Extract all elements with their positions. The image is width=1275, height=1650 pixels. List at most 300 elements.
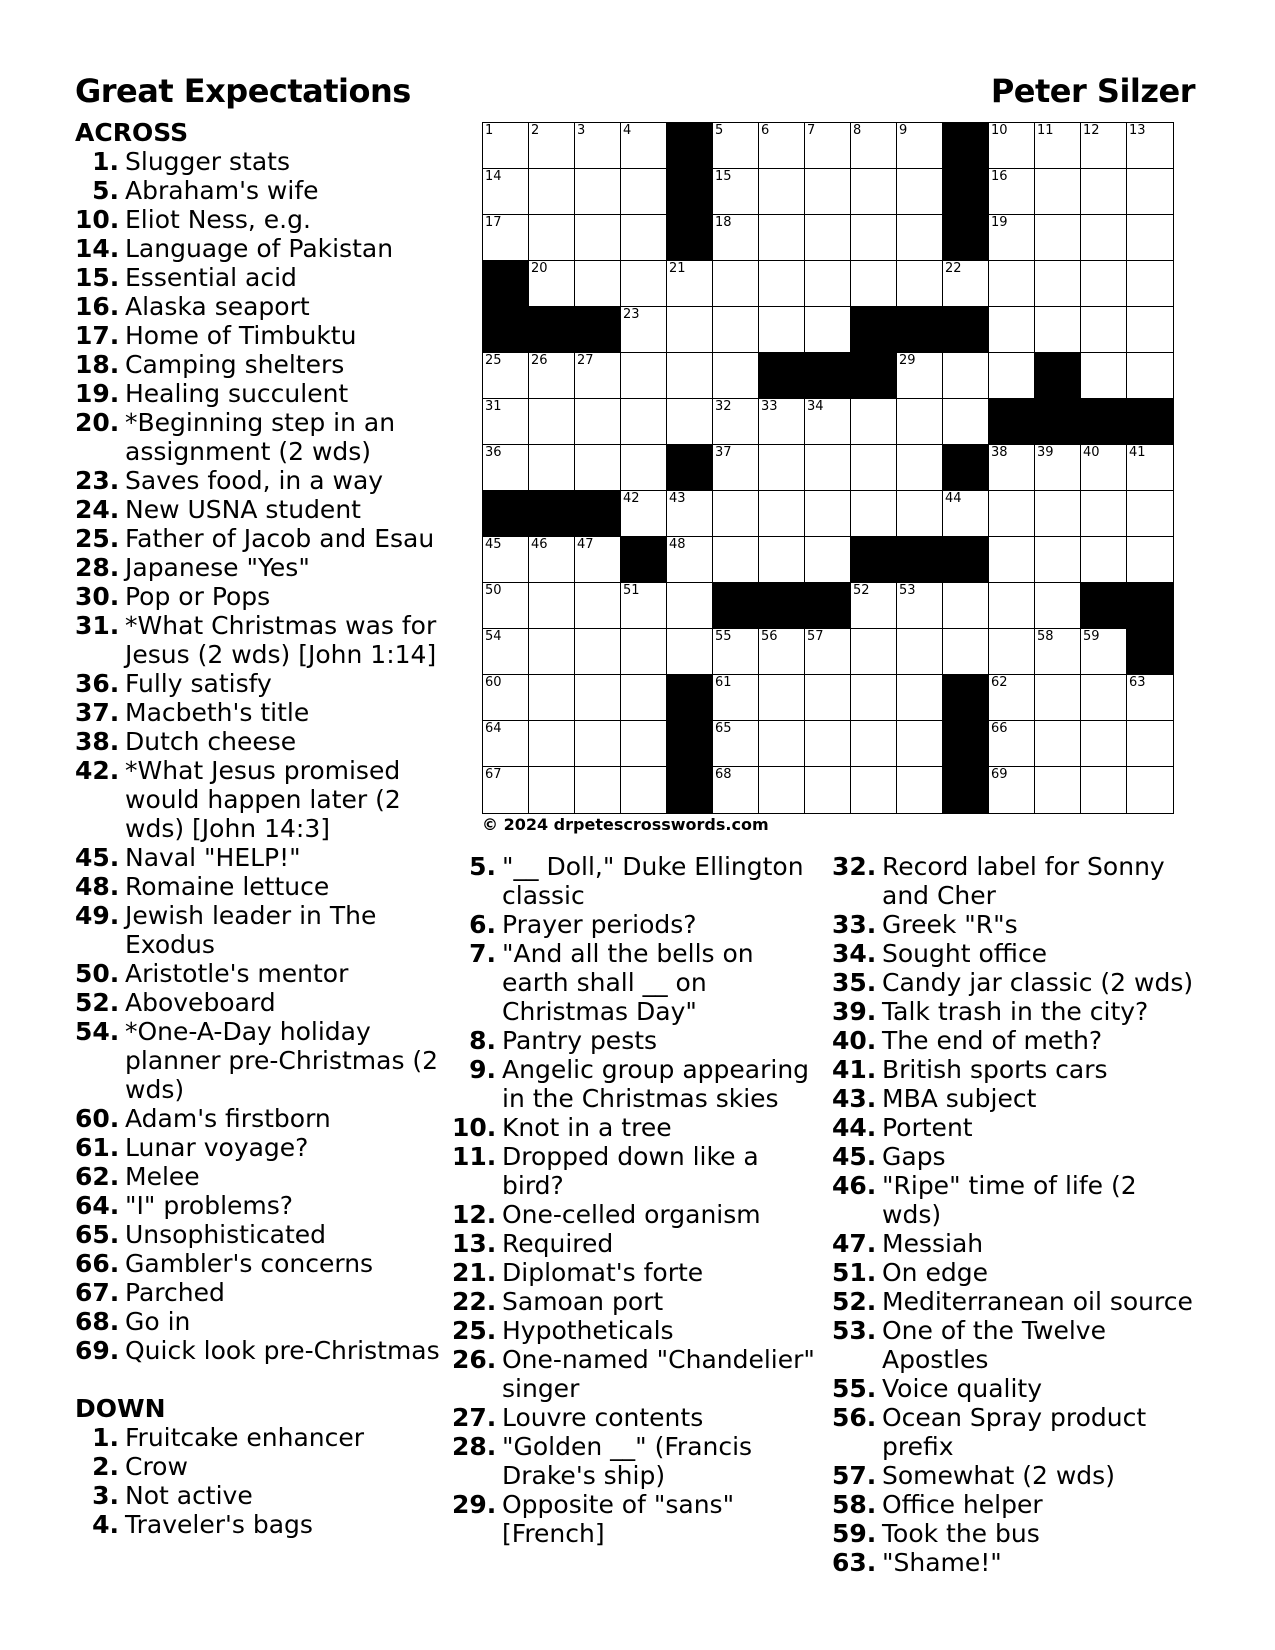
- clue-number: 1.: [92, 147, 119, 176]
- cell-number: 60: [485, 675, 502, 690]
- down-clue-list-part-3: [832, 852, 1202, 1577]
- grid-cell[interactable]: [667, 399, 713, 445]
- clue-number: 33.: [832, 910, 877, 939]
- grid-cell[interactable]: [1035, 675, 1081, 721]
- grid-cell[interactable]: [1127, 215, 1173, 261]
- grid-cell[interactable]: [1035, 215, 1081, 261]
- grid-cell[interactable]: [529, 353, 575, 399]
- clue-number: 8.: [469, 1026, 496, 1055]
- grid-cell[interactable]: [989, 353, 1035, 399]
- grid-cell[interactable]: [989, 215, 1035, 261]
- grid-cell[interactable]: [1081, 629, 1127, 675]
- cell-number: 31: [485, 399, 502, 414]
- grid-cell[interactable]: [1035, 261, 1081, 307]
- across-clue: [75, 292, 445, 321]
- grid-cell[interactable]: [621, 215, 667, 261]
- down-clue: [452, 1200, 817, 1229]
- grid-cell[interactable]: [1035, 583, 1081, 629]
- black-square: [943, 721, 989, 767]
- grid-cell[interactable]: [483, 767, 529, 813]
- grid-cell[interactable]: [1081, 537, 1127, 583]
- grid-cell[interactable]: [713, 767, 759, 813]
- cell-number: 55: [715, 629, 732, 644]
- clue-text: Portent: [882, 1113, 973, 1142]
- grid-cell[interactable]: [851, 629, 897, 675]
- grid-cell[interactable]: [575, 721, 621, 767]
- cell-number: 14: [485, 169, 502, 184]
- grid-cell[interactable]: [989, 537, 1035, 583]
- grid-cell[interactable]: [851, 721, 897, 767]
- cell-number: 1: [485, 123, 494, 138]
- grid-cell[interactable]: [1081, 721, 1127, 767]
- cell-number: 19: [991, 215, 1008, 230]
- grid-cell[interactable]: [483, 675, 529, 721]
- grid-cell[interactable]: [1127, 491, 1173, 537]
- grid-cell[interactable]: [989, 721, 1035, 767]
- grid-cell[interactable]: [759, 445, 805, 491]
- grid-cell[interactable]: [805, 491, 851, 537]
- grid-cell[interactable]: [897, 215, 943, 261]
- grid-cell[interactable]: [851, 399, 897, 445]
- grid-cell[interactable]: [805, 123, 851, 169]
- clue-number: 66.: [75, 1249, 120, 1278]
- grid-cell[interactable]: [1127, 445, 1173, 491]
- grid-cell[interactable]: [1127, 353, 1173, 399]
- grid-cell[interactable]: [943, 629, 989, 675]
- grid-cell[interactable]: [851, 215, 897, 261]
- grid-cell[interactable]: [989, 169, 1035, 215]
- down-clue: [832, 1461, 1202, 1490]
- clue-number: 44.: [832, 1113, 877, 1142]
- cell-number: 35: [991, 399, 1008, 414]
- clue-text: On edge: [882, 1258, 988, 1287]
- cell-number: 66: [991, 721, 1008, 736]
- grid-cell[interactable]: [1081, 767, 1127, 813]
- grid-cell[interactable]: [989, 767, 1035, 813]
- grid-cell[interactable]: [805, 675, 851, 721]
- across-clue: [75, 1104, 445, 1133]
- grid-cell[interactable]: [805, 537, 851, 583]
- grid-cell[interactable]: [713, 491, 759, 537]
- grid-cell[interactable]: [897, 353, 943, 399]
- grid-cell[interactable]: [529, 261, 575, 307]
- grid-cell[interactable]: [483, 123, 529, 169]
- down-clue: [452, 939, 817, 1026]
- grid-cell[interactable]: [851, 169, 897, 215]
- grid-cell[interactable]: [897, 721, 943, 767]
- grid-cell[interactable]: [805, 399, 851, 445]
- grid-cell[interactable]: [621, 721, 667, 767]
- clue-text: Eliot Ness, e.g.: [125, 205, 311, 234]
- across-clue: [75, 176, 445, 205]
- grid-cell[interactable]: [759, 537, 805, 583]
- grid-cell[interactable]: [575, 537, 621, 583]
- clue-text: Language of Pakistan: [125, 234, 394, 263]
- grid-cell[interactable]: [621, 353, 667, 399]
- grid-cell[interactable]: [713, 261, 759, 307]
- grid-cell[interactable]: [713, 123, 759, 169]
- grid-cell[interactable]: [851, 445, 897, 491]
- clue-number: 69.: [75, 1336, 120, 1365]
- grid-cell[interactable]: [1035, 123, 1081, 169]
- across-clue: [75, 1307, 445, 1336]
- grid-cell[interactable]: [851, 583, 897, 629]
- grid-cell[interactable]: [483, 583, 529, 629]
- grid-cell[interactable]: [713, 445, 759, 491]
- black-square: [1127, 583, 1173, 629]
- cell-number: 61: [715, 675, 732, 690]
- grid-cell[interactable]: [621, 445, 667, 491]
- down-clue: [75, 1481, 445, 1510]
- grid-cell[interactable]: [575, 215, 621, 261]
- black-square: [943, 215, 989, 261]
- down-clue: [832, 1316, 1202, 1374]
- grid-cell[interactable]: [483, 353, 529, 399]
- grid-cell[interactable]: [1081, 353, 1127, 399]
- grid-cell[interactable]: [805, 629, 851, 675]
- cell-number: 43: [669, 491, 686, 506]
- grid-cell[interactable]: [529, 123, 575, 169]
- clue-text: Hypotheticals: [502, 1316, 674, 1345]
- clue-number: 10.: [452, 1113, 497, 1142]
- across-clue: [75, 1249, 445, 1278]
- clue-number: 20.: [75, 408, 120, 437]
- grid-cell[interactable]: [1127, 261, 1173, 307]
- across-clue: [75, 350, 445, 379]
- down-clue: [452, 852, 817, 910]
- cell-number: 56: [761, 629, 778, 644]
- clue-number: 23.: [75, 466, 120, 495]
- clue-text: One-named "Chandelier" singer: [502, 1345, 815, 1403]
- clue-text: Japanese "Yes": [125, 553, 310, 582]
- cell-number: 25: [485, 353, 502, 368]
- grid-cell[interactable]: [667, 261, 713, 307]
- cell-number: 38: [991, 445, 1008, 460]
- grid-cell[interactable]: [1035, 445, 1081, 491]
- grid-cell[interactable]: [713, 721, 759, 767]
- cell-number: 16: [991, 169, 1008, 184]
- grid-cell[interactable]: [529, 675, 575, 721]
- grid-cell[interactable]: [989, 491, 1035, 537]
- clue-text: Opposite of "sans" [French]: [502, 1490, 735, 1548]
- grid-cell[interactable]: [897, 583, 943, 629]
- grid-cell[interactable]: [943, 491, 989, 537]
- down-clue: [832, 1026, 1202, 1055]
- down-clue: [832, 1084, 1202, 1113]
- grid-cell[interactable]: [483, 629, 529, 675]
- grid-cell[interactable]: [851, 491, 897, 537]
- clue-number: 29.: [452, 1490, 497, 1519]
- grid-cell[interactable]: [1035, 307, 1081, 353]
- grid-cell[interactable]: [1081, 675, 1127, 721]
- grid-cell[interactable]: [759, 399, 805, 445]
- grid-cell[interactable]: [897, 261, 943, 307]
- grid-cell[interactable]: [989, 123, 1035, 169]
- grid-cell[interactable]: [575, 123, 621, 169]
- grid-cell[interactable]: [759, 721, 805, 767]
- grid-cell[interactable]: [529, 445, 575, 491]
- clue-text: "Ripe" time of life (2 wds): [882, 1171, 1137, 1229]
- grid-cell[interactable]: [851, 261, 897, 307]
- grid-cell[interactable]: [897, 767, 943, 813]
- cell-number: 7: [807, 123, 816, 138]
- grid-cell[interactable]: [759, 169, 805, 215]
- clue-number: 10.: [75, 205, 120, 234]
- across-clue: [75, 1133, 445, 1162]
- across-clue: [75, 321, 445, 350]
- grid-cell[interactable]: [943, 399, 989, 445]
- grid-cell[interactable]: [943, 583, 989, 629]
- grid-cell[interactable]: [621, 307, 667, 353]
- down-clue: [452, 1258, 817, 1287]
- down-clue: [832, 1374, 1202, 1403]
- grid-cell[interactable]: [575, 353, 621, 399]
- grid-cell[interactable]: [759, 491, 805, 537]
- cell-number: 26: [531, 353, 548, 368]
- grid-cell[interactable]: [1081, 215, 1127, 261]
- grid-cell[interactable]: [575, 629, 621, 675]
- grid-cell[interactable]: [851, 123, 897, 169]
- clue-text: "Shame!": [882, 1548, 1002, 1577]
- clue-text: *Beginning step in an assignment (2 wds): [125, 408, 396, 466]
- grid-cell[interactable]: [575, 583, 621, 629]
- grid-cell[interactable]: [1127, 537, 1173, 583]
- grid-cell[interactable]: [805, 169, 851, 215]
- grid-cell[interactable]: [713, 307, 759, 353]
- grid-cell[interactable]: [1035, 767, 1081, 813]
- black-square: [529, 307, 575, 353]
- cell-number: 69: [991, 767, 1008, 782]
- clue-text: Louvre contents: [502, 1403, 704, 1432]
- grid-cell[interactable]: [805, 767, 851, 813]
- grid-cell[interactable]: [759, 629, 805, 675]
- cell-number: 8: [853, 123, 862, 138]
- grid-cell[interactable]: [989, 675, 1035, 721]
- grid-cell[interactable]: [621, 261, 667, 307]
- grid-cell[interactable]: [1035, 169, 1081, 215]
- grid-cell[interactable]: [621, 169, 667, 215]
- grid-cell[interactable]: [483, 537, 529, 583]
- grid-cell[interactable]: [483, 215, 529, 261]
- grid-cell[interactable]: [943, 261, 989, 307]
- clue-number: 13.: [452, 1229, 497, 1258]
- black-square: [667, 721, 713, 767]
- grid-cell[interactable]: [989, 261, 1035, 307]
- clue-number: 36.: [75, 669, 120, 698]
- grid-cell[interactable]: [483, 169, 529, 215]
- grid-cell[interactable]: [1035, 491, 1081, 537]
- grid-cell[interactable]: [759, 123, 805, 169]
- grid-cell[interactable]: [1035, 629, 1081, 675]
- cell-number: 33: [761, 399, 778, 414]
- clue-text: Home of Timbuktu: [125, 321, 357, 350]
- grid-cell[interactable]: [713, 169, 759, 215]
- clue-text: Required: [502, 1229, 614, 1258]
- grid-cell[interactable]: [989, 445, 1035, 491]
- clue-number: 52.: [832, 1287, 877, 1316]
- grid-cell[interactable]: [897, 169, 943, 215]
- clue-text: Diplomat's forte: [502, 1258, 704, 1287]
- grid-cell[interactable]: [989, 307, 1035, 353]
- clue-number: 60.: [75, 1104, 120, 1133]
- black-square: [759, 583, 805, 629]
- clue-number: 14.: [75, 234, 120, 263]
- grid-cell[interactable]: [575, 399, 621, 445]
- clue-number: 46.: [832, 1171, 877, 1200]
- grid-cell[interactable]: [575, 767, 621, 813]
- grid-cell[interactable]: [667, 583, 713, 629]
- grid-cell[interactable]: [529, 767, 575, 813]
- clue-number: 9.: [469, 1055, 496, 1084]
- grid-cell[interactable]: [897, 123, 943, 169]
- grid-cell[interactable]: [713, 215, 759, 261]
- grid-cell[interactable]: [897, 491, 943, 537]
- grid-cell[interactable]: [805, 721, 851, 767]
- across-clue: [75, 1017, 445, 1104]
- grid-cell[interactable]: [759, 307, 805, 353]
- grid-cell[interactable]: [1081, 491, 1127, 537]
- grid-cell[interactable]: [897, 629, 943, 675]
- black-square: [483, 261, 529, 307]
- black-square: [943, 445, 989, 491]
- grid-cell[interactable]: [1127, 767, 1173, 813]
- grid-cell[interactable]: [897, 399, 943, 445]
- grid-cell[interactable]: [529, 537, 575, 583]
- grid-cell[interactable]: [529, 629, 575, 675]
- grid-cell[interactable]: [713, 675, 759, 721]
- black-square: [667, 445, 713, 491]
- grid-cell[interactable]: [805, 445, 851, 491]
- grid-cell[interactable]: [713, 399, 759, 445]
- grid-cell[interactable]: [483, 721, 529, 767]
- black-square: [667, 169, 713, 215]
- grid-cell[interactable]: [1035, 721, 1081, 767]
- cell-number: 39: [1037, 445, 1054, 460]
- grid-cell[interactable]: [621, 767, 667, 813]
- grid-cell[interactable]: [621, 491, 667, 537]
- grid-cell[interactable]: [713, 537, 759, 583]
- grid-cell[interactable]: [621, 123, 667, 169]
- grid-cell[interactable]: [897, 445, 943, 491]
- clue-text: Romaine lettuce: [125, 872, 330, 901]
- grid-cell[interactable]: [667, 353, 713, 399]
- grid-cell[interactable]: [759, 675, 805, 721]
- cell-number: 63: [1129, 675, 1146, 690]
- grid-cell[interactable]: [989, 629, 1035, 675]
- grid-cell[interactable]: [529, 215, 575, 261]
- grid-cell[interactable]: [805, 261, 851, 307]
- clue-text: Essential acid: [125, 263, 297, 292]
- grid-cell[interactable]: [851, 675, 897, 721]
- grid-cell[interactable]: [621, 629, 667, 675]
- grid-cell[interactable]: [1127, 123, 1173, 169]
- clue-number: 1.: [92, 1423, 119, 1452]
- grid-cell[interactable]: [621, 399, 667, 445]
- grid-cell[interactable]: [529, 721, 575, 767]
- grid-cell[interactable]: [529, 399, 575, 445]
- black-square: [897, 307, 943, 353]
- grid-cell[interactable]: [483, 445, 529, 491]
- grid-cell[interactable]: [1081, 445, 1127, 491]
- clue-number: 3.: [92, 1481, 119, 1510]
- grid-cell[interactable]: [529, 169, 575, 215]
- down-clue: [832, 1142, 1202, 1171]
- grid-cell[interactable]: [759, 215, 805, 261]
- grid-cell[interactable]: [851, 767, 897, 813]
- grid-cell[interactable]: [621, 583, 667, 629]
- clue-text: Fruitcake enhancer: [125, 1423, 365, 1452]
- grid-cell[interactable]: [1127, 721, 1173, 767]
- grid-cell[interactable]: [667, 629, 713, 675]
- grid-cell[interactable]: [713, 353, 759, 399]
- black-square: [575, 307, 621, 353]
- grid-cell[interactable]: [575, 675, 621, 721]
- cell-number: 34: [807, 399, 824, 414]
- cell-number: 17: [485, 215, 502, 230]
- down-clue: [832, 1287, 1202, 1316]
- clue-text: *What Christmas was for Jesus (2 wds) [John 1:14]: [125, 611, 437, 669]
- cell-number: 12: [1083, 123, 1100, 138]
- grid-cell[interactable]: [667, 537, 713, 583]
- grid-cell[interactable]: [989, 583, 1035, 629]
- grid-cell[interactable]: [1035, 537, 1081, 583]
- black-square: [805, 353, 851, 399]
- across-clue: [75, 553, 445, 582]
- grid-cell[interactable]: [713, 629, 759, 675]
- cell-number: 5: [715, 123, 724, 138]
- grid-cell[interactable]: [667, 307, 713, 353]
- grid-cell[interactable]: [575, 169, 621, 215]
- grid-cell[interactable]: [1127, 169, 1173, 215]
- across-clue: [75, 205, 445, 234]
- grid-cell[interactable]: [1127, 307, 1173, 353]
- clue-number: 16.: [75, 292, 120, 321]
- grid-cell[interactable]: [575, 445, 621, 491]
- across-clue: [75, 872, 445, 901]
- clue-number: 52.: [75, 988, 120, 1017]
- grid-cell[interactable]: [805, 307, 851, 353]
- cell-number: 28: [853, 353, 870, 368]
- grid-cell[interactable]: [805, 215, 851, 261]
- black-square: [667, 215, 713, 261]
- clue-number: 54.: [75, 1017, 120, 1046]
- black-square: [1127, 399, 1173, 445]
- grid-cell[interactable]: [943, 353, 989, 399]
- grid-cell[interactable]: [897, 675, 943, 721]
- grid-cell[interactable]: [1081, 169, 1127, 215]
- cell-number: 22: [945, 261, 962, 276]
- grid-cell[interactable]: [621, 675, 667, 721]
- clue-text: New USNA student: [125, 495, 361, 524]
- cell-number: 47: [577, 537, 594, 552]
- grid-cell[interactable]: [483, 399, 529, 445]
- grid-cell[interactable]: [1127, 675, 1173, 721]
- clues-column-3: [832, 852, 1202, 1577]
- grid-cell[interactable]: [1081, 123, 1127, 169]
- grid-cell[interactable]: [759, 261, 805, 307]
- grid-cell[interactable]: [1081, 307, 1127, 353]
- clue-number: 19.: [75, 379, 120, 408]
- grid-cell[interactable]: [667, 491, 713, 537]
- black-square: [1081, 399, 1127, 445]
- grid-cell[interactable]: [529, 583, 575, 629]
- grid-cell[interactable]: [1081, 261, 1127, 307]
- cell-number: 49: [945, 537, 962, 552]
- down-clue: [452, 1403, 817, 1432]
- grid-cell[interactable]: [759, 767, 805, 813]
- clue-number: 34.: [832, 939, 877, 968]
- grid-cell[interactable]: [575, 261, 621, 307]
